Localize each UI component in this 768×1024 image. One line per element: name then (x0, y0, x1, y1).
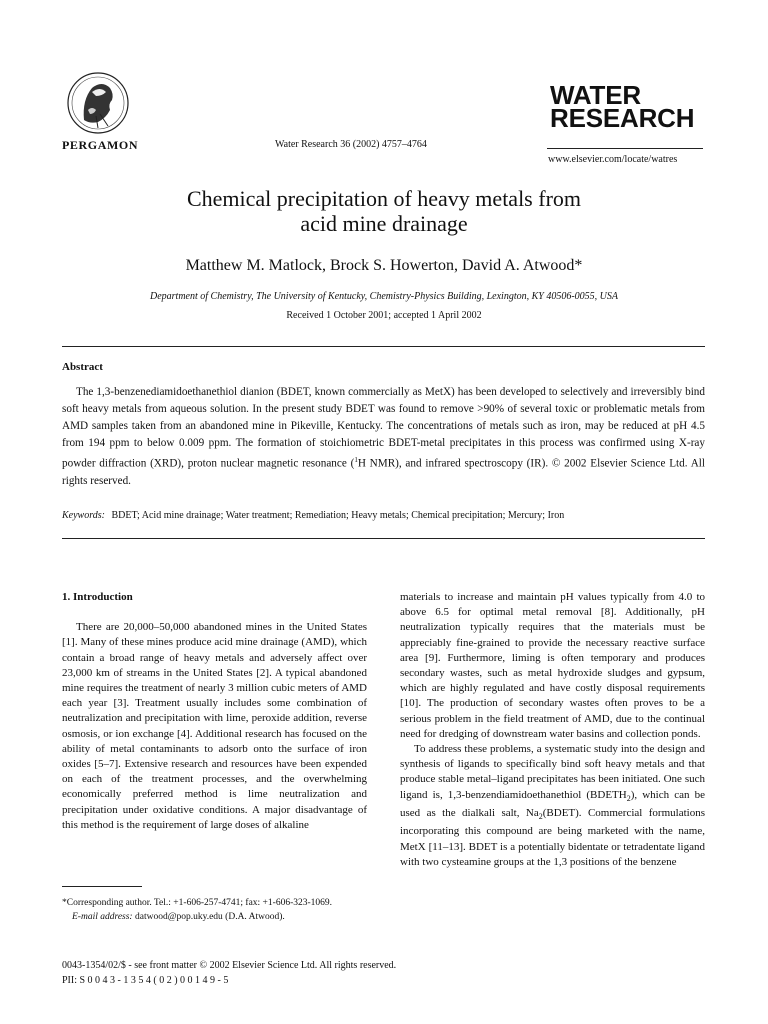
abstract-bottom-rule (62, 538, 705, 539)
affiliation: Department of Chemistry, The University of Kentucky, Chemistry-Physics Building, Lexington, KY 40506-0055, USA (149, 291, 618, 302)
received-dates: Received 1 October 2001; accepted 1 April 2002 (286, 310, 482, 321)
copyright-footer (62, 958, 396, 988)
journal-brand (550, 80, 695, 133)
brand-divider (547, 148, 703, 149)
subscript-2: 2 (538, 812, 543, 822)
abstract-heading: Abstract (62, 361, 103, 373)
abstract-text (62, 384, 705, 490)
paragraph-3-part-a: To address these problems, a systematic study into the design and synthesis of ligands to specifically bind soft heavy metals and that produce stable metal–ligand precipitates has been initiated. One such ligand is, 1,3-benzendiamidoethanethiol (BDETH (400, 743, 705, 801)
intro-paragraph-1: There are 20,000–50,000 abandoned mines in the United States [1]. Many of these mines produce acid mine drainage (AMD), which contain a broad range of heavy metals and adversely affect over 23,000 km of streams in the United States [2]. A typical abandoned mine requires the treatment of nearly 3 million cubic meters of AMD each year [3]. Treatment usually includes some combination of neutralization and precipitation with lime, peroxide addition, reverse osmosis, or ion exchange [4]. Additional research has focused on the ability of metal contaminants to adsorb onto the surface of iron oxides [5–7]. Extensive research and resources have been expended on each of the treatment processes, and the overwhelming economically preferred method is lime neutralization and precipitation under oxidative conditions. A major disadvantage of this method is the requirement of large doses of alkaline (62, 621, 367, 831)
copyright-line: 0043-1354/02/$ - see front matter © 2002 Elsevier Science Ltd. All rights reserved. (62, 960, 397, 971)
section-heading: 1. Introduction (62, 591, 133, 603)
keywords-label: Keywords: (62, 510, 105, 521)
corresponding-author-note: *Corresponding author. Tel.: +1-606-257-4741; fax: +1-606-323-1069. (62, 898, 333, 908)
brand-line-1: WATER (550, 80, 641, 110)
publisher-name: PERGAMON (62, 138, 139, 152)
abstract-top-rule (62, 346, 705, 347)
pii-line: PII: S 0 0 4 3 - 1 3 5 4 ( 0 2 ) 0 0 1 4 9 - 5 (62, 975, 229, 986)
email-label: E-mail address: (72, 912, 133, 922)
left-column (62, 590, 367, 833)
journal-citation: Water Research 36 (2002) 4757–4764 (275, 139, 427, 150)
email-line (62, 910, 367, 924)
keywords-text: BDET; Acid mine drainage; Water treatment; Remediation; Heavy metals; Chemical precipitation; Mercury; Iron (111, 510, 565, 521)
email-address[interactable]: datwood@pop.uky.edu (D.A. Atwood). (134, 912, 285, 922)
right-column (400, 590, 705, 870)
title-line-1: Chemical precipitation of heavy metals from (186, 186, 582, 211)
footnote-rule (62, 886, 142, 887)
abstract-superscript: 1 (354, 456, 358, 464)
keywords (62, 510, 705, 521)
title-line-2: acid mine drainage (300, 211, 468, 236)
brand-line-2: RESEARCH (550, 103, 695, 133)
author-list: Matthew M. Matlock, Brock S. Howerton, David A. Atwood* (185, 257, 583, 274)
intro-paragraph-3 (400, 742, 705, 870)
abstract-text-part-1: The 1,3-benzenediamidoethanethiol dianion (BDET, known commercially as MetX) has been developed to selectively and irreversibly bind soft heavy metals from aqueous solution. In the present study BDET was found to remove >90% of several toxic or problematic metals from AMD samples taken from an abandoned mine in Pikeville, Kentucky. The concentrations of metals such as iron, may be reduced at pH 4.5 from 194 ppm to below 0.009 ppm. The formation of stoichiometric BDET-metal precipitates in this process was confirmed using X-ray powder diffraction (XRD), proton nuclear magnetic resonance ( (62, 386, 705, 470)
journal-url[interactable]: www.elsevier.com/locate/watres (548, 154, 678, 165)
abstract-text-part-2: H NMR), and infrared spectroscopy (IR). © 2002 Elsevier Science Ltd. All rights reserved. (62, 457, 705, 487)
footnote (62, 896, 367, 924)
paragraph-3-part-c: (BDET). Commercial formulations incorporating this compound are being marketed with the name, MetX [11–13]. BDET is a potentially bidentate or tetradentate ligand with two cysteamine groups at the 1,3 positions of the benzene (400, 807, 705, 868)
paragraph-3-part-b: ), which can be used as the dialkali salt, Na (400, 788, 705, 820)
paper-title (0, 186, 768, 236)
intro-paragraph-2: materials to increase and maintain pH values typically from 4.0 to above 6.5 for optimal metal removal [8]. Additionally, pH neutralization typically requires that the materials must be appreciably fine-grained to provide the necessary reactive surface area [9]. Furthermore, liming is often temporary and produces secondary wastes, such as metal hydroxide sludges and gypsum, which are highly regulated and have costly disposal requirements [10]. The production of secondary wastes often proves to be a serious problem in the field treatment of AMD, due to the continual need for dredging of downstream water basins and collection ponds. (400, 591, 705, 740)
subscript-1: 2 (626, 793, 631, 803)
publisher-logo (62, 70, 134, 136)
